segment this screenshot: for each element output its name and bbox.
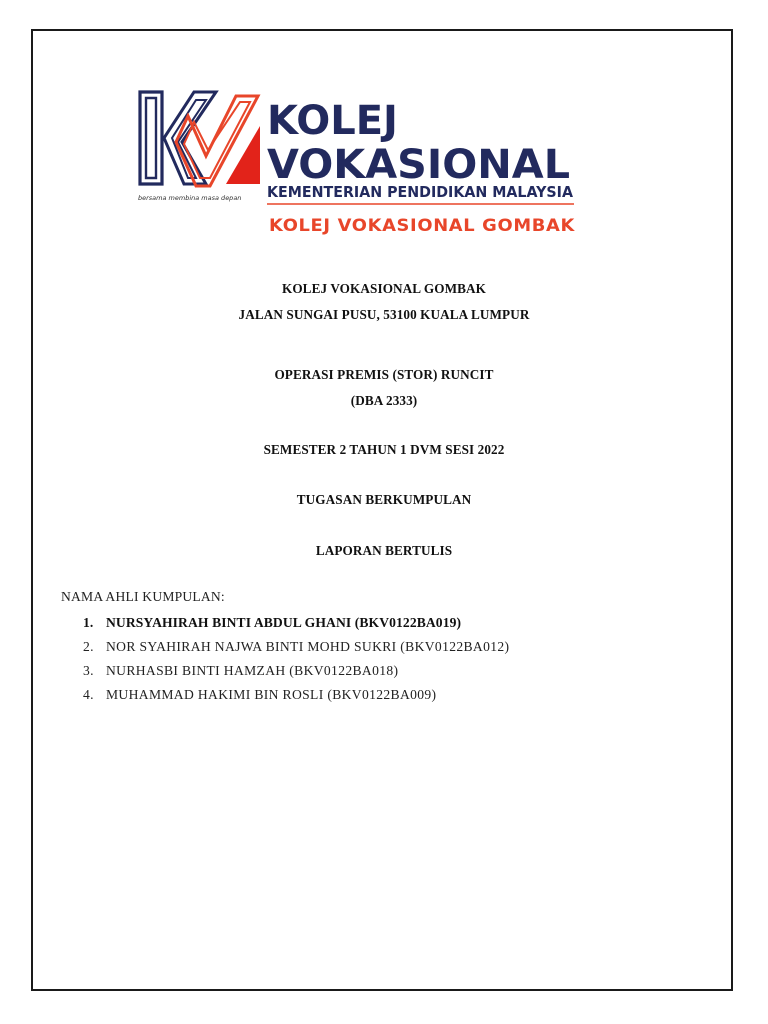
list-item [61,659,509,683]
member-list [61,611,509,707]
member-number: 3. [83,663,94,678]
session-block [0,437,768,463]
logo-line-vokasional: VOKASIONAL [267,142,570,188]
members-title: NAMA AHLI KUMPULAN: [61,589,225,604]
group-members [61,586,509,707]
member-number: 4. [83,687,94,702]
college-address: JALAN SUNGAI PUSU, 53100 KUALA LUMPUR [238,307,530,322]
list-item [61,683,509,707]
member-name: NURHASBI BINTI HAMZAH (BKV0122BA018) [106,663,399,678]
list-item [61,635,509,659]
kv-emblem-icon [140,92,260,186]
course-title: OPERASI PREMIS (STOR) RUNCIT [274,367,494,382]
course-code: (DBA 2333) [350,393,418,408]
report-type: LAPORAN BERTULIS [315,543,453,558]
college-name: KOLEJ VOKASIONAL GOMBAK [281,281,487,296]
member-number: 1. [83,615,94,630]
logo-gombak-strip [267,210,579,238]
logo-line-kementerian: KEMENTERIAN PENDIDIKAN MALAYSIA [267,183,574,201]
session-text: SEMESTER 2 TAHUN 1 DVM SESI 2022 [263,442,505,457]
report-block [0,538,768,564]
logo-line-gombak-visible: KOLEJ VOKASIONAL GOMBAK [269,216,576,235]
logo-line-kolej: KOLEJ [267,98,398,144]
member-number: 2. [83,639,94,654]
assignment-block [0,487,768,513]
logo-tagline: bersama membina masa depan [138,194,242,202]
assignment-type: TUGASAN BERKUMPULAN [296,492,472,507]
list-item [61,611,509,635]
member-name: MUHAMMAD HAKIMI BIN ROSLI (BKV0122BA009) [106,687,437,702]
course-block [0,362,768,414]
kolej-vokasional-logo [136,86,576,210]
college-header [0,276,768,328]
member-name: NOR SYAHIRAH NAJWA BINTI MOHD SUKRI (BKV0122BA012) [106,639,510,654]
member-name: NURSYAHIRAH BINTI ABDUL GHANI (BKV0122BA019) [106,615,462,630]
